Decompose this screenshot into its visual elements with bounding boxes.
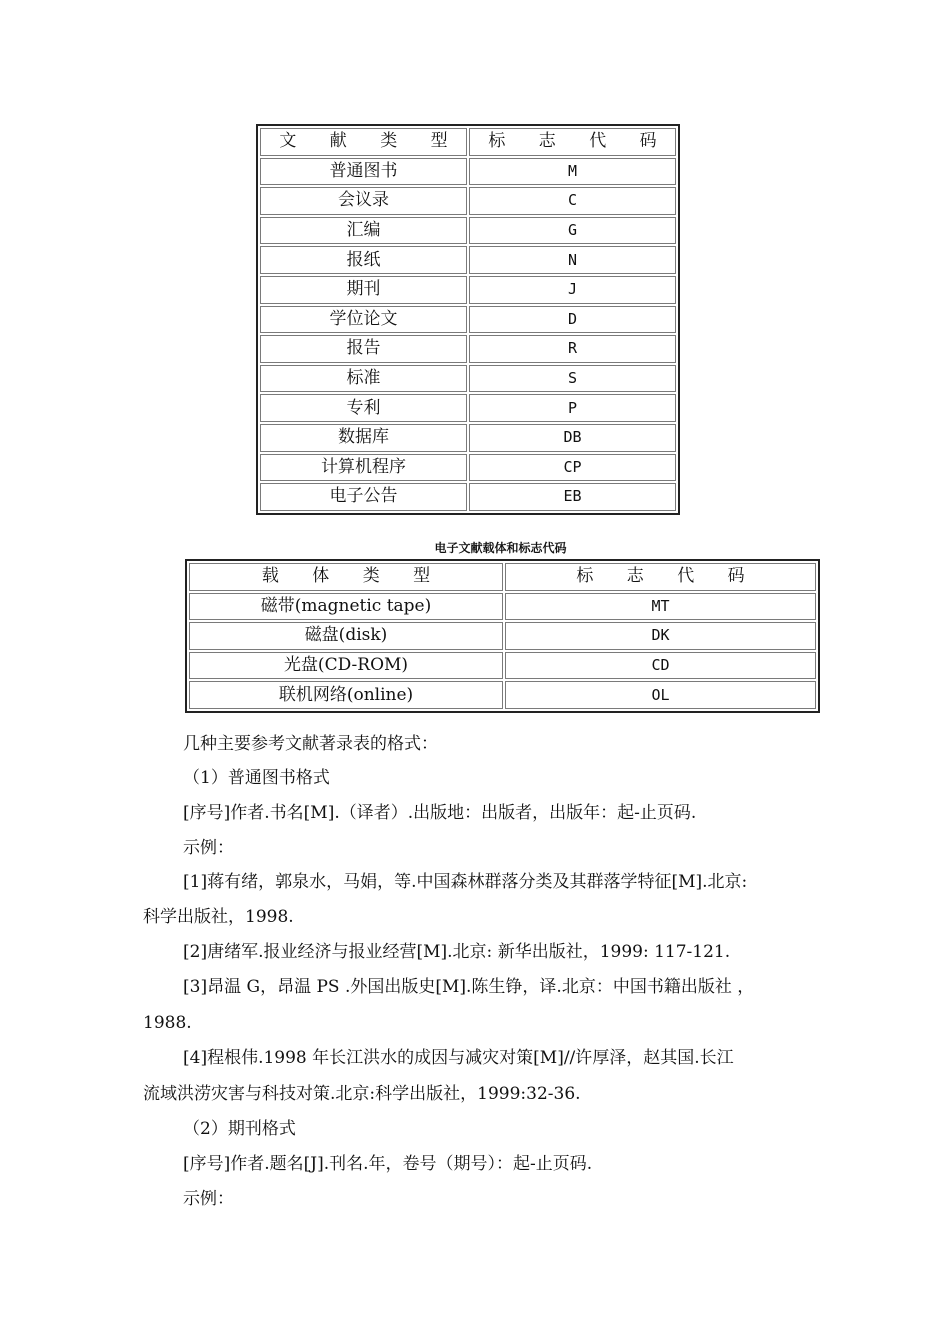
journal-format-heading: （2）期刊格式 <box>183 1119 296 1139</box>
code-cell: CD <box>505 652 816 680</box>
column-header-code: 标 志 代 码 <box>469 128 676 156</box>
table-row <box>260 424 676 452</box>
intro-text: 几种主要参考文献著录表的格式： <box>183 734 438 754</box>
code-cell: OL <box>505 681 816 709</box>
table-header-row <box>189 563 816 591</box>
table-row <box>260 454 676 482</box>
code-cell: D <box>469 306 676 334</box>
code-cell: P <box>469 394 676 422</box>
reference-example-3-line1: [3]昂温 G，昂温 PS .外国出版史[M].陈生铮，译.北京：中国书籍出版社 ， <box>183 977 755 997</box>
table-row <box>260 335 676 363</box>
table-row <box>189 622 816 650</box>
type-cell: 光盘(CD-ROM) <box>189 652 503 680</box>
type-cell: 报告 <box>260 335 467 363</box>
table-row <box>260 276 676 304</box>
code-cell: DK <box>505 622 816 650</box>
type-cell: 学位论文 <box>260 306 467 334</box>
code-cell: EB <box>469 483 676 511</box>
table-row <box>260 483 676 511</box>
carrier-type-code-table <box>185 559 820 713</box>
book-format-heading: （1）普通图书格式 <box>183 768 330 788</box>
book-format-template: [序号]作者.书名[M].（译者）.出版地：出版者，出版年：起-止页码. <box>183 803 697 823</box>
column-header-carrier: 载 体 类 型 <box>189 563 503 591</box>
table-row <box>260 306 676 334</box>
example-label: 示例： <box>183 838 234 858</box>
reference-example-1-line1: [1]蒋有绪，郭泉水，马娟，等.中国森林群落分类及其群落学特征[M].北京: <box>183 872 748 892</box>
code-cell: CP <box>469 454 676 482</box>
code-cell: MT <box>505 593 816 621</box>
type-cell: 期刊 <box>260 276 467 304</box>
table-row <box>189 593 816 621</box>
column-header-code: 标 志 代 码 <box>505 563 816 591</box>
reference-example-2: [2]唐绪军.报业经济与报业经营[M].北京: 新华出版社，1999: 117-121. <box>183 942 731 962</box>
type-cell: 普通图书 <box>260 158 467 186</box>
table-row <box>260 158 676 186</box>
table-row <box>260 365 676 393</box>
reference-example-4-line1: [4]程根伟.1998 年长江洪水的成因与减灾对策[M]//许厚泽，赵其国.长江 <box>183 1048 734 1068</box>
table-header-row <box>260 128 676 156</box>
table-row <box>260 246 676 274</box>
code-cell: N <box>469 246 676 274</box>
example-label: 示例： <box>183 1189 234 1209</box>
table-row <box>260 394 676 422</box>
table-row <box>189 681 816 709</box>
type-cell: 磁带(magnetic tape) <box>189 593 503 621</box>
type-cell: 会议录 <box>260 187 467 215</box>
column-header-type: 文 献 类 型 <box>260 128 467 156</box>
journal-format-template: [序号]作者.题名[J].刊名.年，卷号（期号）：起-止页码. <box>183 1154 593 1174</box>
type-cell: 计算机程序 <box>260 454 467 482</box>
reference-example-1-line2: 科学出版社，1998. <box>143 907 294 927</box>
document-type-code-table <box>256 124 680 515</box>
table-caption: 电子文献载体和标志代码 <box>434 541 567 555</box>
type-cell: 电子公告 <box>260 483 467 511</box>
reference-example-4-line2: 流域洪涝灾害与科技对策.北京:科学出版社，1999:32-36. <box>143 1084 581 1104</box>
table-row <box>189 652 816 680</box>
code-cell: G <box>469 217 676 245</box>
type-cell: 标准 <box>260 365 467 393</box>
table-row <box>260 217 676 245</box>
type-cell: 汇编 <box>260 217 467 245</box>
type-cell: 联机网络(online) <box>189 681 503 709</box>
reference-example-3-line2: 1988. <box>143 1013 192 1033</box>
code-cell: M <box>469 158 676 186</box>
code-cell: J <box>469 276 676 304</box>
code-cell: R <box>469 335 676 363</box>
code-cell: S <box>469 365 676 393</box>
type-cell: 数据库 <box>260 424 467 452</box>
type-cell: 磁盘(disk) <box>189 622 503 650</box>
type-cell: 专利 <box>260 394 467 422</box>
type-cell: 报纸 <box>260 246 467 274</box>
code-cell: C <box>469 187 676 215</box>
code-cell: DB <box>469 424 676 452</box>
table-row <box>260 187 676 215</box>
